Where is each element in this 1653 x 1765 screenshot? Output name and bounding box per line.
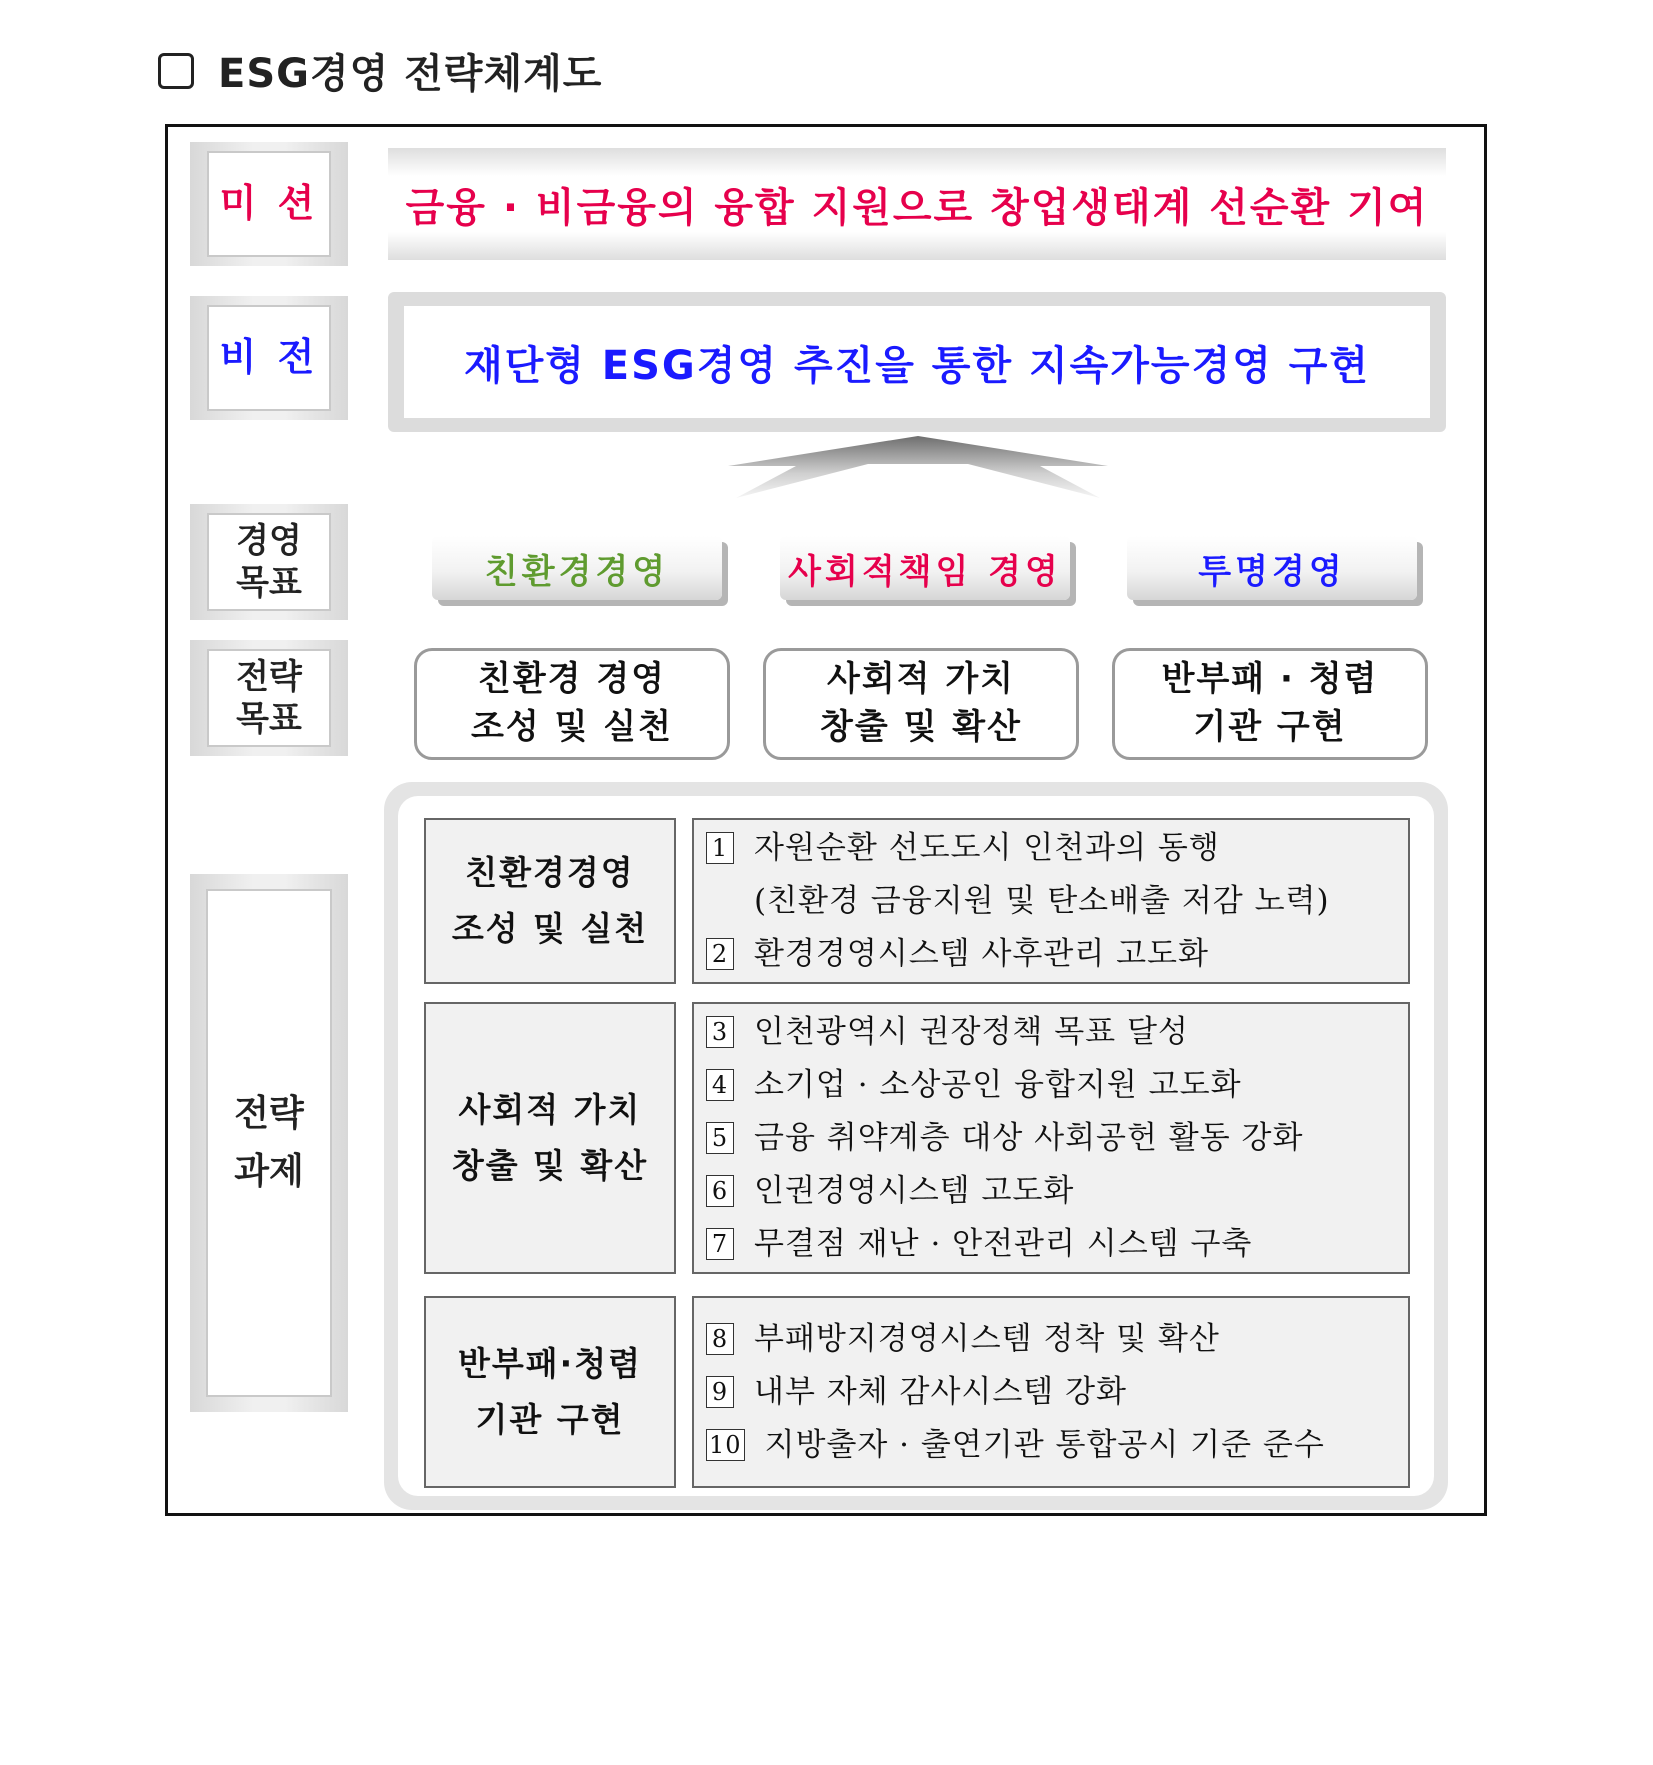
task-item <box>706 1313 1396 1366</box>
task-subtext: (친환경 금융지원 및 탄소배출 저감 노력) <box>754 882 1330 919</box>
task-text: 자원순환 선도도시 인천과의 동행 <box>754 829 1220 866</box>
task-list-integrity <box>692 1296 1410 1488</box>
vision-box <box>388 292 1446 432</box>
row-label-strategy-goal <box>190 640 348 756</box>
task-list-social <box>692 1002 1410 1274</box>
task-item <box>706 1165 1396 1218</box>
goal-social <box>780 536 1070 600</box>
row-label-strategy-task-line2: 과제 <box>234 1151 304 1192</box>
task-text: 지방출자 · 출연기관 통합공시 기준 준수 <box>764 1426 1325 1463</box>
task-number: 1 <box>706 832 734 864</box>
row-label-mission <box>190 142 348 266</box>
task-number: 2 <box>706 938 734 970</box>
strategy-goal-eco <box>414 648 730 760</box>
row-label-vision <box>190 296 348 420</box>
task-text: 무결점 재난 · 안전관리 시스템 구축 <box>754 1225 1253 1262</box>
goal-transparent <box>1127 536 1417 600</box>
checkbox-square-icon <box>158 53 194 89</box>
strategy-goal-eco-line2: 조성 및 실천 <box>471 707 673 747</box>
row-label-strategy-task-line1: 전략 <box>234 1093 304 1135</box>
goal-transparent-label: 투명경영 <box>1198 551 1346 592</box>
goal-eco-label: 친환경경영 <box>484 551 670 592</box>
row-label-strategy-task <box>190 874 348 1412</box>
task-category-social <box>424 1002 676 1274</box>
task-item <box>706 1112 1396 1165</box>
task-text: 환경경영시스템 사후관리 고도화 <box>754 935 1209 972</box>
section-heading <box>158 42 602 99</box>
task-category-integrity-line2: 기관 구현 <box>475 1400 625 1439</box>
task-item <box>706 928 1396 981</box>
goal-eco <box>432 536 722 600</box>
task-category-social-line1: 사회적 가치 <box>458 1089 642 1129</box>
strategy-goal-social <box>763 648 1079 760</box>
task-number: 3 <box>706 1016 734 1048</box>
task-item <box>706 1366 1396 1419</box>
goal-social-label: 사회적책임 경영 <box>788 551 1062 592</box>
task-text: 인천광역시 권장정책 목표 달성 <box>754 1013 1189 1050</box>
task-number: 9 <box>706 1376 734 1408</box>
page-title: ESG경영 전략체계도 <box>218 51 603 97</box>
task-text: 인권경영시스템 고도화 <box>754 1172 1075 1209</box>
row-label-management-goal-line2: 목표 <box>236 563 302 603</box>
mission-text: 금융 · 비금융의 융합 지원으로 창업생태계 선순환 기여 <box>405 184 1429 231</box>
mission-band <box>388 148 1446 260</box>
row-label-vision-text: 비 전 <box>207 305 331 411</box>
task-text: 내부 자체 감사시스템 강화 <box>754 1373 1127 1410</box>
task-number: 6 <box>706 1175 734 1207</box>
task-list-eco <box>692 818 1410 984</box>
strategy-goal-eco-line1: 친환경 경영 <box>477 659 667 700</box>
task-number: 10 <box>706 1429 745 1461</box>
row-label-management-goal <box>190 504 348 620</box>
strategy-goal-integrity <box>1112 648 1428 760</box>
task-item <box>706 822 1396 928</box>
task-category-integrity-line1: 반부패·청렴 <box>458 1343 642 1383</box>
task-item <box>706 1059 1396 1112</box>
task-item <box>706 1419 1396 1472</box>
task-category-integrity <box>424 1296 676 1488</box>
strategy-goal-social-line2: 창출 및 확산 <box>820 707 1022 747</box>
task-category-social-line2: 창출 및 확산 <box>451 1146 649 1185</box>
task-text: 금융 취약계층 대상 사회공헌 활동 강화 <box>754 1119 1304 1156</box>
task-category-eco-line1: 친환경경영 <box>465 852 635 892</box>
task-number: 8 <box>706 1323 734 1355</box>
row-label-mission-text: 미 션 <box>207 151 331 257</box>
vision-text: 재단형 ESG경영 추진을 통한 지속가능경영 구현 <box>463 342 1371 389</box>
task-number: 4 <box>706 1069 734 1101</box>
task-item <box>706 1218 1396 1271</box>
task-category-eco <box>424 818 676 984</box>
row-label-strategy-goal-line1: 전략 <box>236 656 302 697</box>
task-item <box>706 1006 1396 1059</box>
task-number: 7 <box>706 1228 734 1260</box>
task-category-eco-line2: 조성 및 실천 <box>451 909 649 948</box>
up-arrow-icon <box>728 436 1108 500</box>
task-number: 5 <box>706 1122 734 1154</box>
task-text: 부패방지경영시스템 정착 및 확산 <box>754 1320 1220 1357</box>
strategy-goal-social-line1: 사회적 가치 <box>826 659 1016 700</box>
strategy-goal-integrity-line1: 반부패 · 청렴 <box>1161 659 1379 700</box>
task-text: 소기업 · 소상공인 융합지원 고도화 <box>754 1066 1242 1103</box>
strategy-goal-integrity-line2: 기관 구현 <box>1193 707 1347 747</box>
row-label-strategy-goal-line2: 목표 <box>236 699 302 739</box>
row-label-management-goal-line1: 경영 <box>236 520 302 561</box>
